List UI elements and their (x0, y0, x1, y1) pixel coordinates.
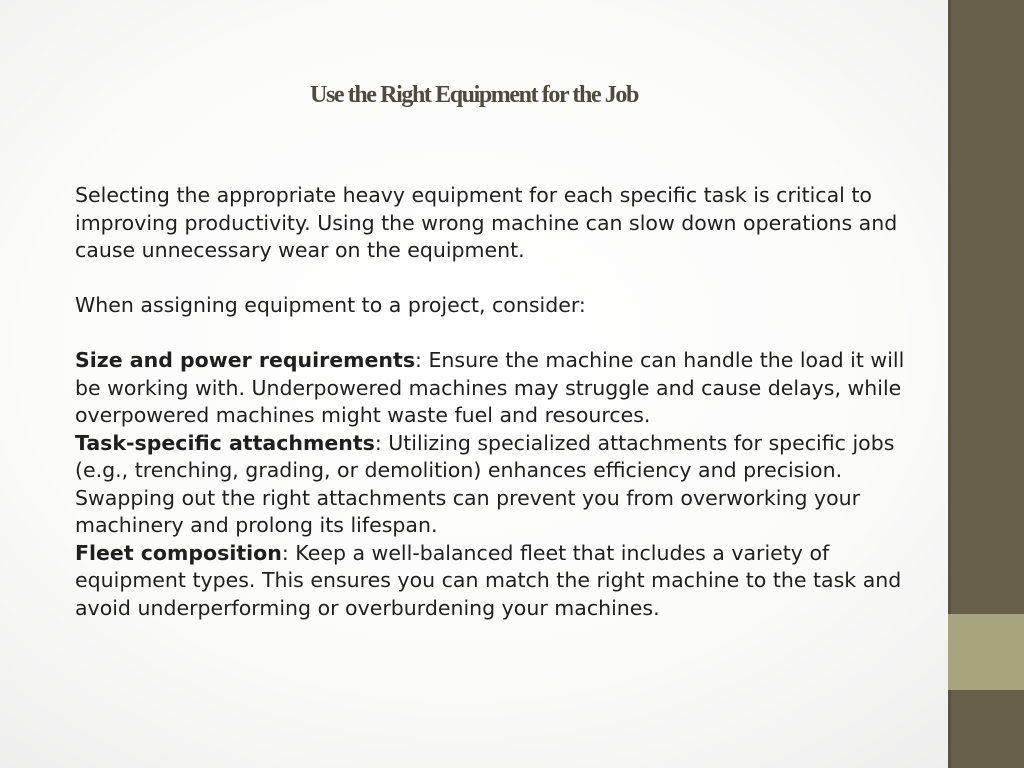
point-text: : Ensure the machine can handle the load it will be working with. Underpowered machines may struggle and cause delays, while overpowered machines might waste fuel and resources. (75, 348, 905, 427)
lead-in-paragraph: When assigning equipment to a project, consider: (75, 293, 586, 317)
spacer (75, 320, 905, 348)
point-term: Task-specific attachments (75, 430, 375, 455)
slide-body (75, 182, 905, 622)
point-attachments (75, 430, 905, 540)
point-text: : Keep a well-balanced fleet that includes a variety of equipment types. This ensures you can match the right machine to the task and avoid underperforming or overburdening your machines. (75, 540, 902, 620)
slide-title: Use the Right Equipment for the Job (310, 82, 638, 108)
point-size-power (75, 347, 905, 430)
point-term: Fleet composition (75, 540, 282, 565)
intro-paragraph: Selecting the appropriate heavy equipment for each specific task is critical to improving productivity. Using the wrong machine can slow down operations and cause unnecessary wear on the equipment. (75, 183, 898, 262)
point-text: : Utilizing specialized attachments for specific jobs (e.g., trenching, grading, or demolition) enhances efficiency and precision. Swapping out the right attachments can prevent you from overworking your machinery and prolong its lifespan. (75, 430, 895, 537)
spacer (75, 265, 905, 293)
point-term: Size and power requirements (75, 348, 416, 372)
decorative-side-bar (948, 0, 1024, 768)
side-bar-accent-block (948, 614, 1024, 690)
point-fleet (75, 540, 905, 623)
